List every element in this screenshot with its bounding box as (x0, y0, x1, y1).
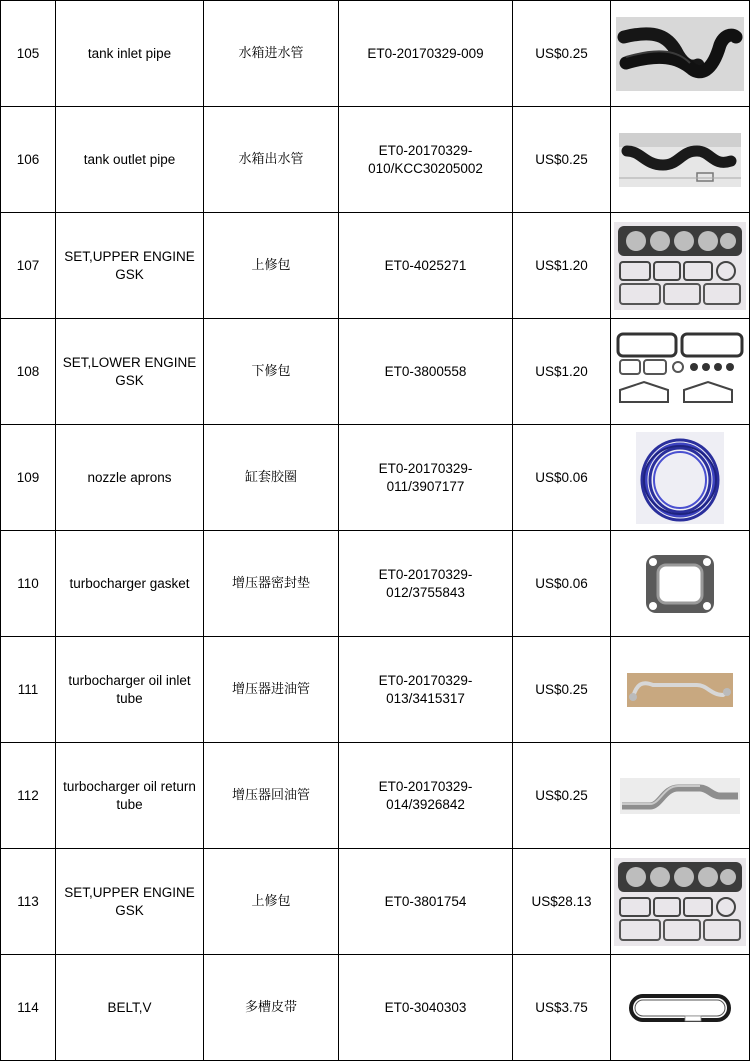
product-image-cell (611, 637, 750, 743)
part-name-cell: SET,UPPER ENGINE GSK (56, 849, 204, 955)
unit-price-cell: US$1.20 (513, 213, 611, 319)
part-name-cell: SET,LOWER ENGINE GSK (56, 319, 204, 425)
part-name-zh-cell: 下修包 (204, 319, 339, 425)
table-row (1, 849, 750, 955)
part-number-cell: ET0-3801754 (339, 849, 513, 955)
item-number-cell: 111 (1, 637, 56, 743)
part-name-zh-cell: 上修包 (204, 849, 339, 955)
unit-price-cell: US$3.75 (513, 955, 611, 1061)
part-number-cell: ET0-4025271 (339, 213, 513, 319)
unit-price-cell: US$0.06 (513, 531, 611, 637)
item-number-cell: 110 (1, 531, 56, 637)
oil-return-tube-photo (620, 778, 740, 814)
product-image-cell (611, 743, 750, 849)
item-number-cell: 106 (1, 107, 56, 213)
tank-inlet-hose-photo (616, 17, 744, 91)
unit-price-cell: US$1.20 (513, 319, 611, 425)
part-number-cell: ET0-20170329-014/3926842 (339, 743, 513, 849)
part-name-cell: tank outlet pipe (56, 107, 204, 213)
tank-outlet-hose-photo (619, 133, 741, 187)
part-number-cell: ET0-20170329-012/3755843 (339, 531, 513, 637)
item-number-cell: 112 (1, 743, 56, 849)
lower-gasket-set-photo (614, 330, 746, 414)
item-number-cell: 105 (1, 1, 56, 107)
part-name-cell: nozzle aprons (56, 425, 204, 531)
unit-price-cell: US$0.25 (513, 107, 611, 213)
part-name-cell: turbocharger gasket (56, 531, 204, 637)
part-number-cell: ET0-20170329-011/3907177 (339, 425, 513, 531)
item-number-cell: 113 (1, 849, 56, 955)
table-row (1, 531, 750, 637)
table-row (1, 637, 750, 743)
unit-price-cell: US$28.13 (513, 849, 611, 955)
turbo-gasket-photo (642, 549, 718, 619)
part-name-cell: BELT,V (56, 955, 204, 1061)
part-number-cell: ET0-20170329-013/3415317 (339, 637, 513, 743)
part-name-zh-cell: 多槽皮带 (204, 955, 339, 1061)
item-number-cell: 114 (1, 955, 56, 1061)
product-image-cell (611, 213, 750, 319)
product-image-cell (611, 1, 750, 107)
unit-price-cell: US$0.25 (513, 743, 611, 849)
part-name-zh-cell: 缸套胶圈 (204, 425, 339, 531)
item-number-cell: 107 (1, 213, 56, 319)
part-name-zh-cell: 增压器回油管 (204, 743, 339, 849)
table-row (1, 107, 750, 213)
table-row (1, 743, 750, 849)
item-number-cell: 108 (1, 319, 56, 425)
part-number-cell: ET0-20170329-009 (339, 1, 513, 107)
o-ring-coil-photo (636, 432, 724, 524)
upper-gasket-set-photo (614, 858, 746, 946)
part-name-zh-cell: 增压器密封垫 (204, 531, 339, 637)
part-name-cell: SET,UPPER ENGINE GSK (56, 213, 204, 319)
product-image-cell (611, 849, 750, 955)
table-row (1, 955, 750, 1061)
item-number-cell: 109 (1, 425, 56, 531)
product-image-cell (611, 955, 750, 1061)
part-number-cell: ET0-3040303 (339, 955, 513, 1061)
part-number-cell: ET0-3800558 (339, 319, 513, 425)
product-image-cell (611, 107, 750, 213)
upper-gasket-set-photo (614, 222, 746, 310)
part-name-cell: turbocharger oil return tube (56, 743, 204, 849)
part-name-zh-cell: 水箱进水管 (204, 1, 339, 107)
product-image-cell (611, 319, 750, 425)
part-number-cell: ET0-20170329-010/KCC30205002 (339, 107, 513, 213)
part-name-cell: tank inlet pipe (56, 1, 204, 107)
table-row (1, 1, 750, 107)
v-belt-photo (625, 988, 735, 1028)
oil-inlet-tube-photo (627, 673, 733, 707)
part-name-zh-cell: 水箱出水管 (204, 107, 339, 213)
part-name-zh-cell: 上修包 (204, 213, 339, 319)
product-image-cell (611, 531, 750, 637)
part-name-zh-cell: 增压器进油管 (204, 637, 339, 743)
part-name-cell: turbocharger oil inlet tube (56, 637, 204, 743)
table-row (1, 319, 750, 425)
table-row (1, 213, 750, 319)
unit-price-cell: US$0.25 (513, 1, 611, 107)
unit-price-cell: US$0.06 (513, 425, 611, 531)
table-row (1, 425, 750, 531)
product-image-cell (611, 425, 750, 531)
unit-price-cell: US$0.25 (513, 637, 611, 743)
